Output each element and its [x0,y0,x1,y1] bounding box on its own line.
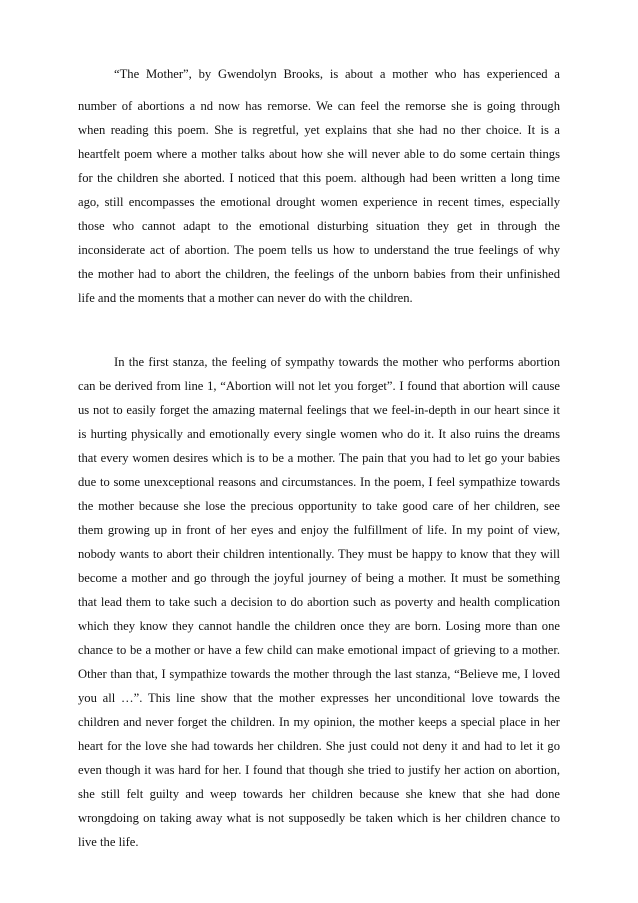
text-line: even though it was hard for her. I found that though she tried to justify her action on abortion, [78,763,560,777]
text-line: can be derived from line 1, “Abortion will not let you forget”. I found that abortion will cause [78,379,560,393]
text-line: heartfelt poem where a mother talks about how she will never able to do some certain things [78,147,560,161]
text-line: that every women desires which is to be a mother. The pain that you had to let go your babies [78,451,560,465]
text-line: she still felt guilty and weep towards her children because she knew that she had done [78,787,560,801]
text-line: the mother because she lose the precious opportunity to take good care of her children, see [78,499,560,513]
text-line: them growing up in front of her eyes and enjoy the fulfillment of life. In my point of view, [78,523,560,537]
text-line: due to some unexceptional reasons and circumstances. In the poem, I feel sympathize towards [78,475,560,489]
text-line: you all …”. This line show that the mother expresses her unconditional love towards the [78,691,560,705]
text-line: number of abortions a nd now has remorse. We can feel the remorse she is going through [78,99,560,113]
text-line: the mother had to abort the children, the feelings of the unborn babies from their unfinished [78,267,560,281]
text-line: when reading this poem. She is regretful, yet explains that she had no ther choice. It is a [78,123,560,137]
text-line: life and the moments that a mother can never do with the children. [78,291,413,305]
text-line: those who cannot adapt to the emotional disturbing situation they get in through the [78,219,560,233]
text-line: become a mother and go through the joyful journey of being a mother. It must be something [78,571,560,585]
text-line: wrongdoing on taking away what is not supposedly be taken which is her children chance to [78,811,560,825]
text-line: Other than that, I sympathize towards the mother through the last stanza, “Believe me, I loved [78,667,560,681]
text-line: heart for the love she had towards her children. She just could not deny it and had to let it go [78,739,560,753]
text-line: is hurting physically and emotionally every single women who do it. It also ruins the dreams [78,427,560,441]
text-line: nobody wants to abort their children intentionally. They must be happy to know that they will [78,547,560,561]
text-line: “The Mother”, by Gwendolyn Brooks, is about a mother who has experienced a [114,67,560,81]
text-line: that lead them to take such a decision to do abortion such as poverty and health complication [78,595,560,609]
text-line: live the life. [78,835,139,849]
text-line: ago, still encompasses the emotional drought women experience in recent times, especially [78,195,560,209]
text-line: chance to be a mother or have a few child can make emotional impact of grieving to a mother. [78,643,560,657]
text-line: In the first stanza, the feeling of sympathy towards the mother who performs abortion [114,355,560,369]
text-line: inconsiderate act of abortion. The poem tells us how to understand the true feelings of why [78,243,560,257]
text-line: children and never forget the children. In my opinion, the mother keeps a special place in her [78,715,560,729]
text-line: which they know they cannot handle the children once they are born. Losing more than one [78,619,560,633]
text-line: us not to easily forget the amazing maternal feelings that we feel-in-depth in our heart since it [78,403,560,417]
text-line: for the children she aborted. I noticed that this poem. although had been written a long time [78,171,560,185]
